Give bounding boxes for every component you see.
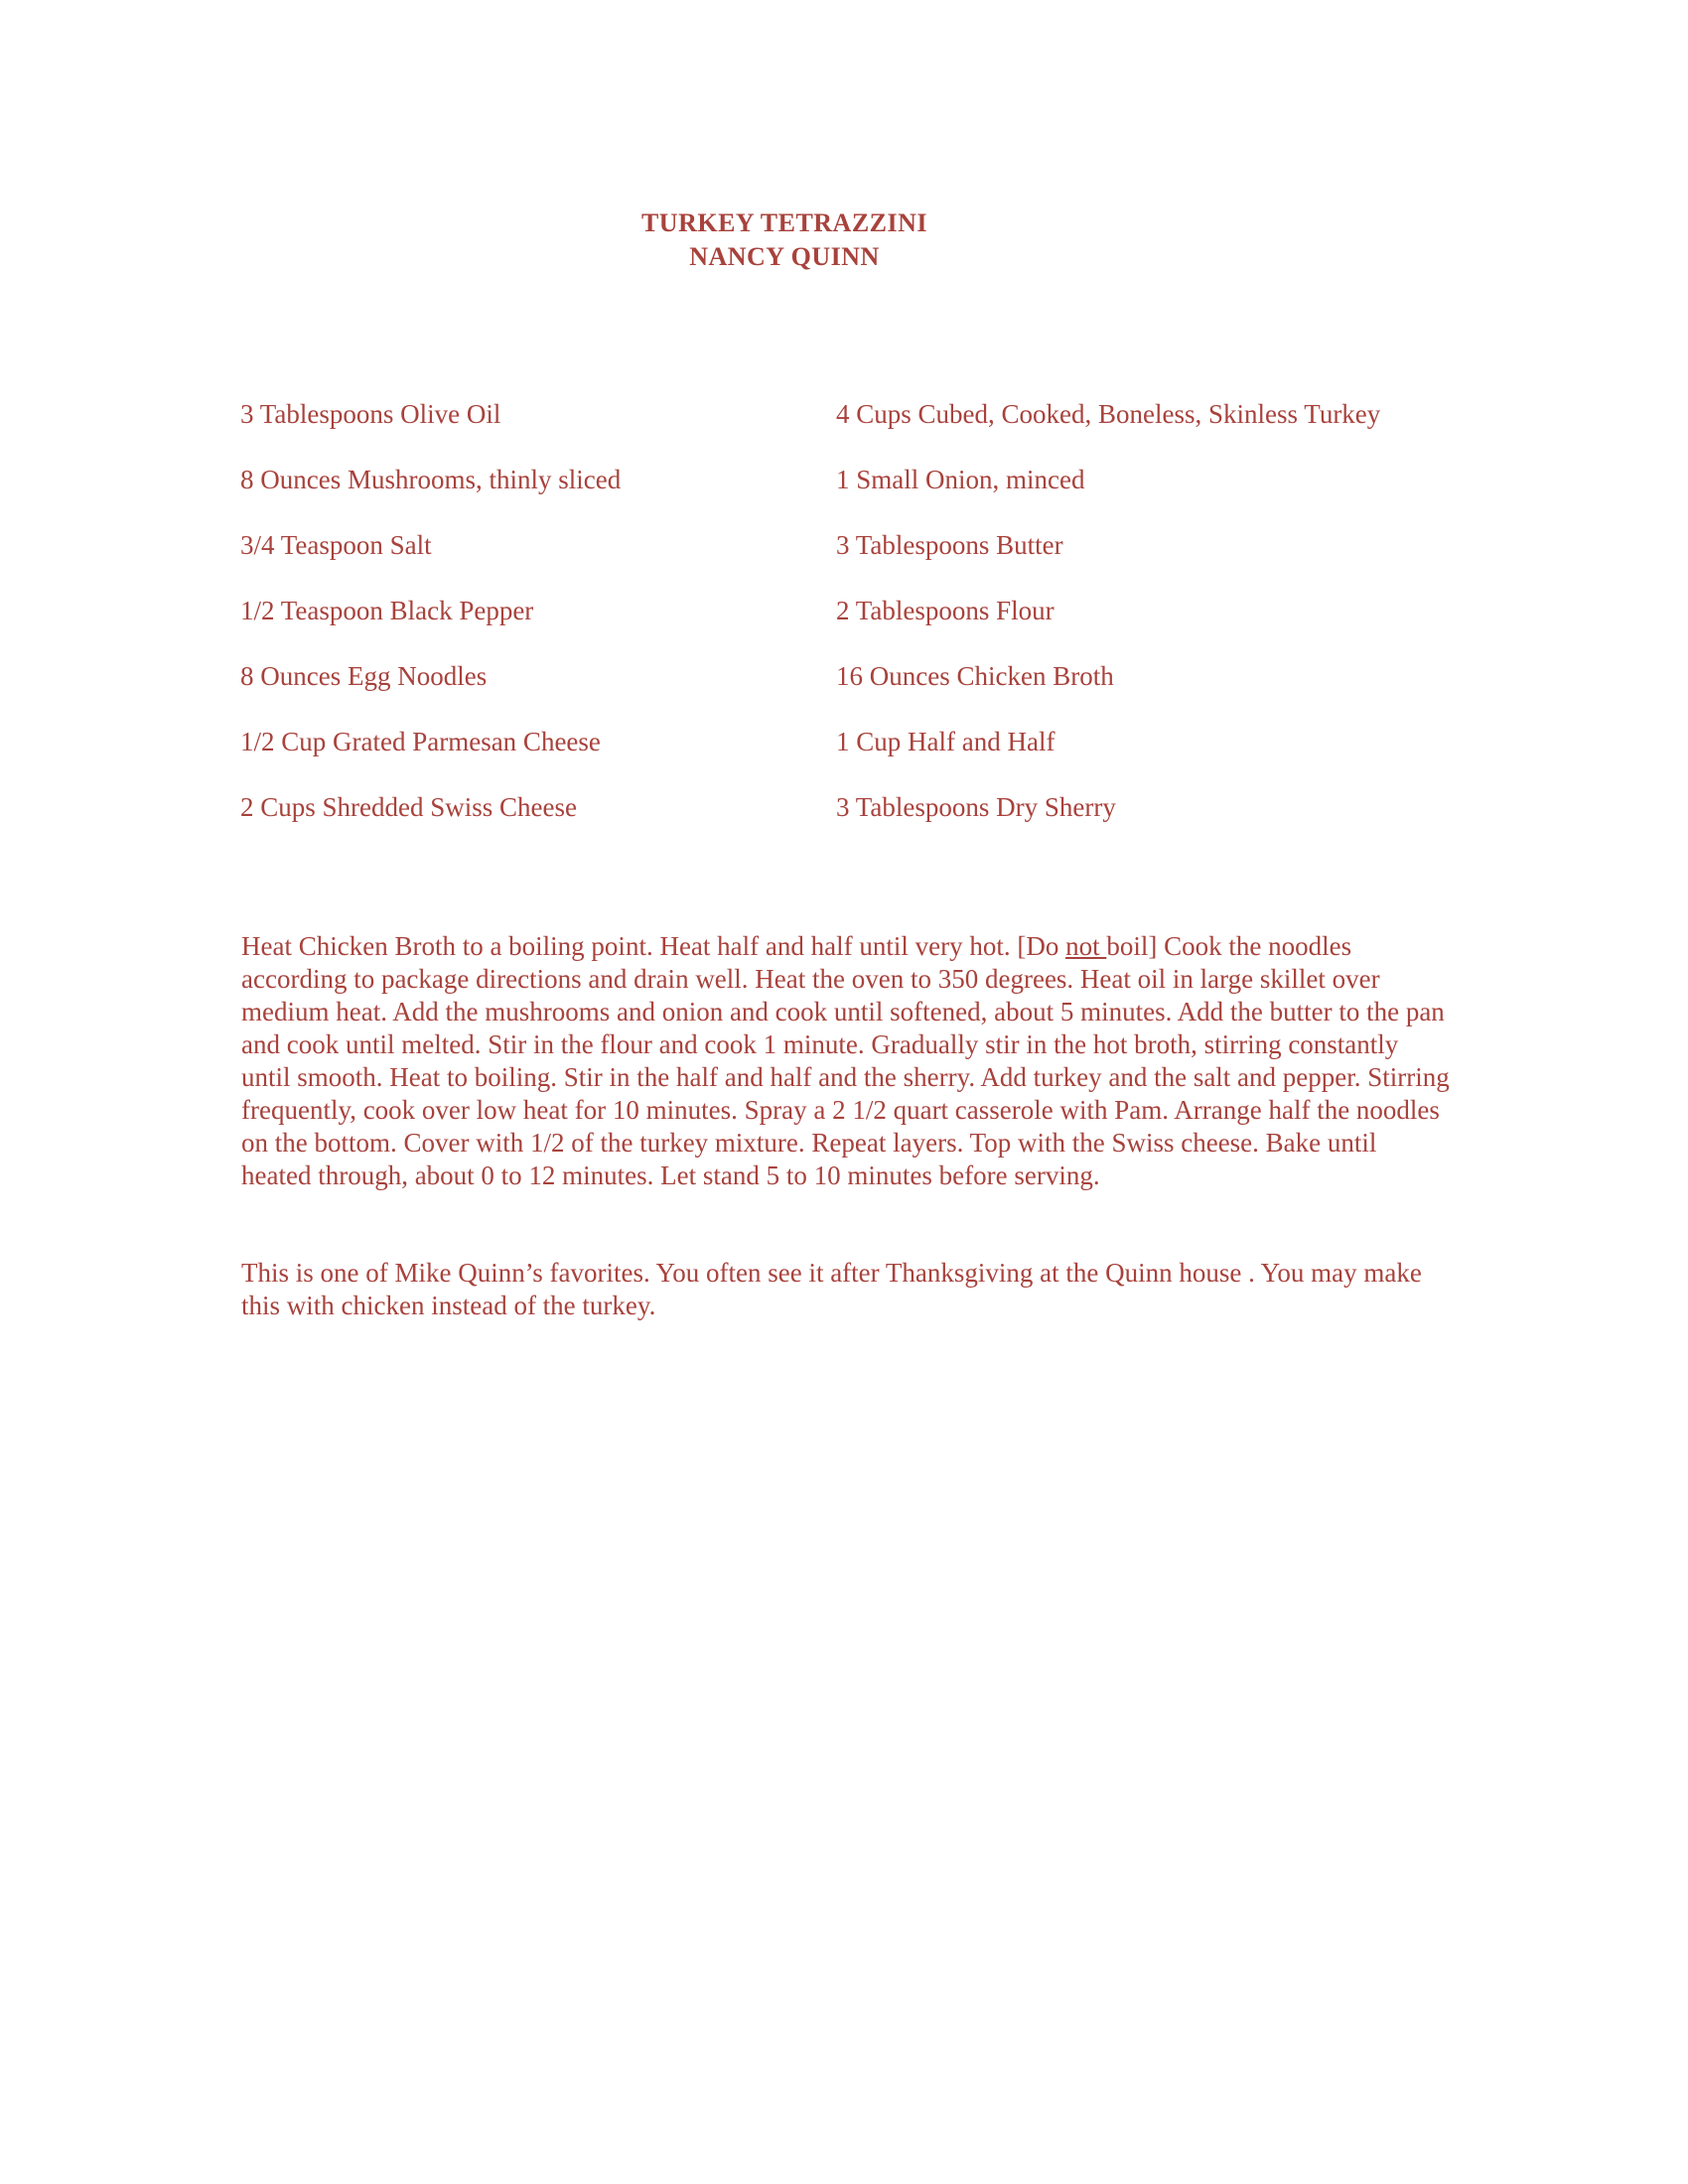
ingredient-item: 3/4 Teaspoon Salt [240,530,432,560]
recipe-author: NANCY QUINN [689,242,880,271]
ingredient-item: 1/2 Teaspoon Black Pepper [240,596,534,625]
ingredient-item: 3 Tablespoons Dry Sherry [836,792,1116,822]
directions-text-rest: boil] Cook the noodles according to package directions and drain well. Heat the oven to 350 degrees. Heat oil in large skillet over medium heat. Add the mushrooms and onion and cook until softened, about 5 minutes. Add the butter to the pan and cook until melted. Stir in the flour and cook 1 minute. Gradually stir in the hot broth, stirring constantly until smooth. Heat to boiling. Stir in the half and half and the sherry. Add turkey and the salt and pepper. Stirring frequently, cook over low heat for 10 minutes. Spray a 2 1/2 quart casserole with Pam. Arrange half the noodles on the bottom. Cover with 1/2 of the turkey mixture. Repeat layers. Top with the Swiss cheese. Bake until heated through, about 0 to 12 minutes. Let stand 5 to 10 minutes before serving. [241,931,1450,1190]
recipe-title: TURKEY TETRAZZINI [640,208,928,237]
ingredient-item: 8 Ounces Mushrooms, thinly sliced [240,465,622,494]
ingredient-item: 2 Tablespoons Flour [836,596,1055,625]
recipe-note: This is one of Mike Quinn’s favorites. You often see it after Thanksgiving at the Quinn house . You may make this with chicken instead of the turkey. [241,1258,1422,1320]
ingredient-item: 3 Tablespoons Olive Oil [240,399,501,429]
ingredient-item: 1/2 Cup Grated Parmesan Cheese [240,727,601,756]
ingredient-item: 3 Tablespoons Butter [836,530,1063,560]
ingredient-item: 1 Small Onion, minced [836,465,1085,494]
directions-paragraph [241,930,1453,1192]
ingredients-left-column [240,399,621,858]
ingredient-item: 1 Cup Half and Half [836,727,1055,756]
ingredients-right-column [836,399,1380,858]
ingredient-item: 8 Ounces Egg Noodles [240,661,488,691]
directions-emphasis: not [1065,931,1107,961]
ingredient-item: 2 Cups Shredded Swiss Cheese [240,792,577,822]
ingredient-item: 4 Cups Cubed, Cooked, Boneless, Skinless Turkey [836,399,1381,429]
directions-text-start: Heat Chicken Broth to a boiling point. Heat half and half until very hot. [Do [241,931,1066,961]
ingredient-item: 16 Ounces Chicken Broth [836,661,1114,691]
